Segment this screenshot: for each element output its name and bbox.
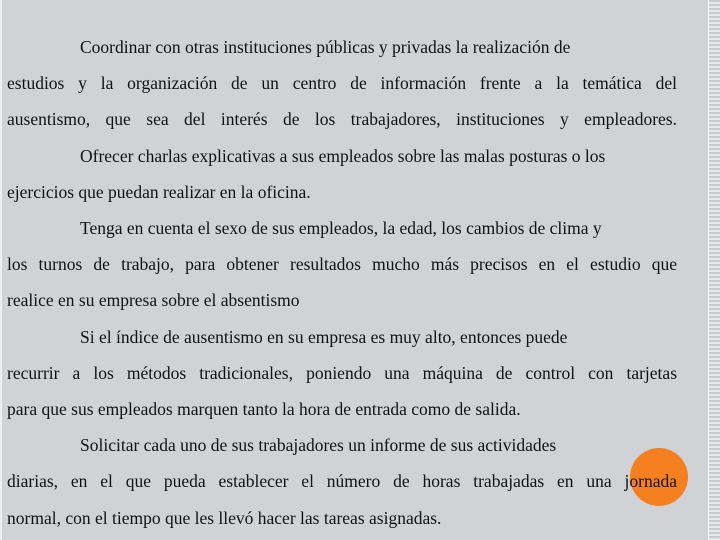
text-line: realice en su empresa sobre el absentismo <box>7 290 300 311</box>
text-line: para que sus empleados marquen tanto la hora de entrada como de salida. <box>7 399 521 420</box>
text-line: Ofrecer charlas explicativas a sus empleados sobre las malas posturas o los <box>80 145 606 166</box>
text-line: recurrir a los métodos tradicionales, poniendo una máquina de control con tarjetas <box>7 362 677 383</box>
text-line: Tenga en cuenta el sexo de sus empleados, la edad, los cambios de clima y <box>80 218 602 239</box>
text-line: normal, con el tiempo que les llevó hacer las tareas asignadas. <box>7 507 442 528</box>
text-line: Si el índice de ausentismo en su empresa es muy alto, entonces puede <box>80 326 568 347</box>
paragraph-ofrecer <box>7 138 677 210</box>
text-line: Coordinar con otras instituciones públicas y privadas la realización de <box>80 37 571 57</box>
paragraph-si-el-indice <box>7 319 677 428</box>
text-line: ejercicios que puedan realizar en la oficina. <box>7 181 311 202</box>
paragraph-solicitar <box>7 427 677 536</box>
text-line: diarias, en el que pueda establecer el número de horas trabajadas en una jornada <box>7 471 677 492</box>
slide-body-text <box>7 29 677 536</box>
text-line: estudios y la organización de un centro de información frente a la temática del <box>7 73 677 94</box>
slide-left-border <box>0 0 2 540</box>
text-line: Solicitar cada uno de sus trabajadores un informe de sus actividades <box>80 435 557 456</box>
paragraph-tenga <box>7 210 677 319</box>
slide-right-frame <box>708 0 720 540</box>
paragraph-coordinar <box>7 29 677 138</box>
text-line: ausentismo, que sea del interés de los trabajadores, instituciones y empleadores. <box>7 109 677 130</box>
text-line: los turnos de trabajo, para obtener resultados mucho más precisos en el estudio que <box>7 254 677 275</box>
